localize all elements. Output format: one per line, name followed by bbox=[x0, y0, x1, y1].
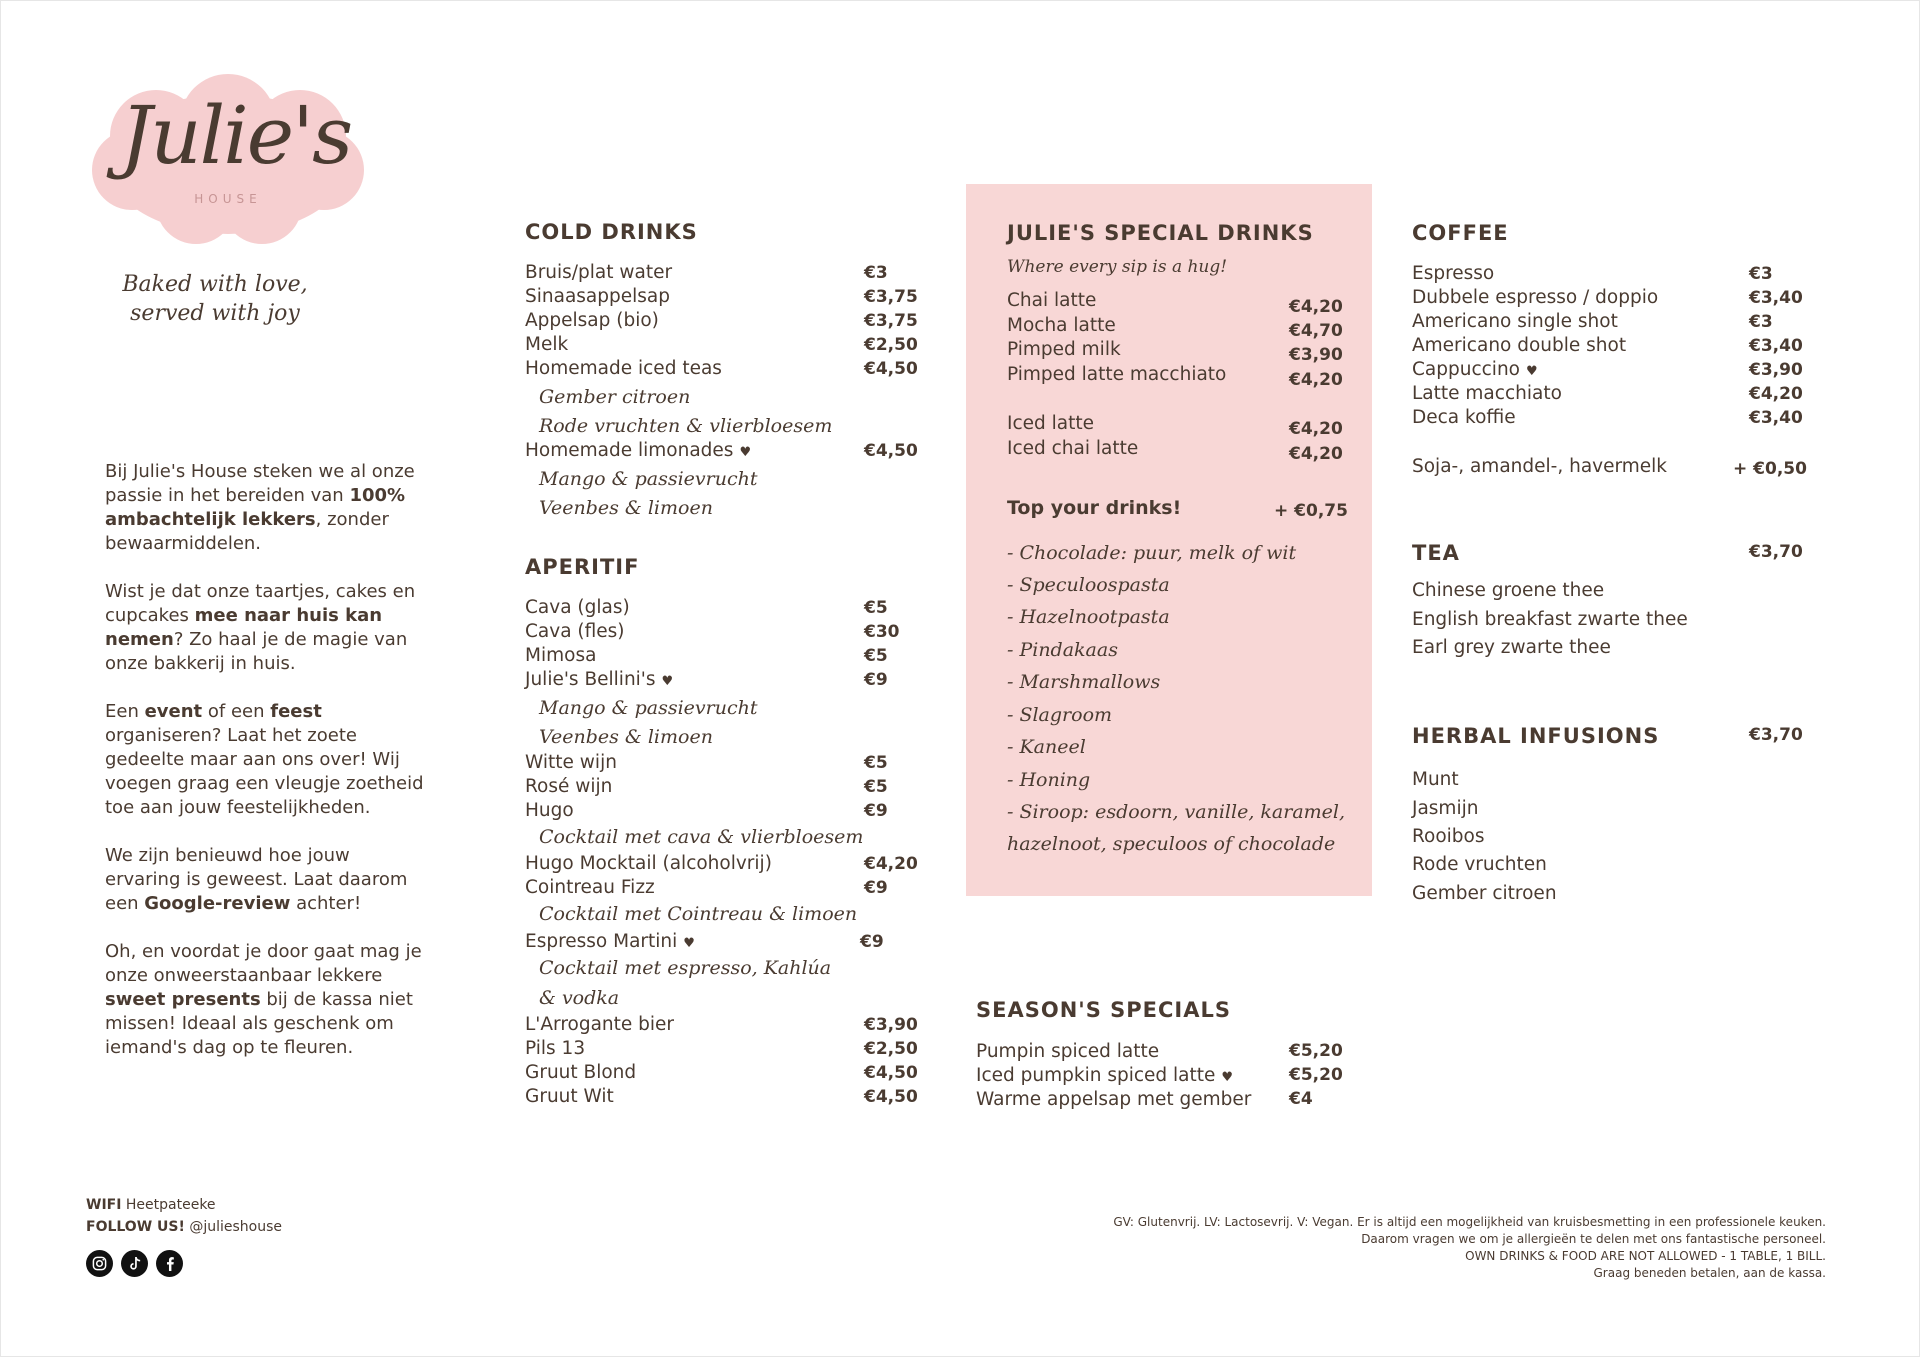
menu-item-price: €5 bbox=[864, 646, 888, 666]
cold-drinks-title: COLD DRINKS bbox=[525, 220, 698, 244]
menu-item-name: Iced chai latte bbox=[1007, 438, 1139, 459]
intro-text-span: Oh, en voordat je door gaat mag je onze onweerstaanbaar lekkere bbox=[105, 941, 422, 986]
menu-item-label: Espresso Martini bbox=[525, 931, 678, 952]
flavor-note: Cocktail met Cointreau & limoen bbox=[539, 903, 858, 925]
menu-item-price: €9 bbox=[864, 670, 888, 690]
intro-paragraph-2 bbox=[105, 580, 425, 676]
flavor-note: Gember citroen bbox=[539, 386, 691, 408]
menu-item-name: Munt bbox=[1412, 769, 1459, 790]
menu-item-name: Cava (glas) bbox=[525, 597, 630, 618]
brand-logo bbox=[86, 74, 370, 246]
menu-item-price: €3,90 bbox=[1289, 345, 1343, 365]
aperitif-title: APERITIF bbox=[525, 555, 640, 579]
toppings-price: + €0,75 bbox=[1274, 501, 1348, 521]
menu-item-name: Dubbele espresso / doppio bbox=[1412, 287, 1659, 308]
menu-item-name: Homemade iced teas bbox=[525, 358, 722, 379]
intro-text-span: ? Zo haal je de magie van onze bakkerij in huis. bbox=[105, 629, 408, 674]
menu-item-name: Gruut Wit bbox=[525, 1086, 614, 1107]
heart-icon: ♥ bbox=[1221, 1070, 1234, 1085]
menu-item-price: €5,20 bbox=[1289, 1041, 1343, 1061]
menu-item-price: €4,20 bbox=[1289, 297, 1343, 317]
menu-item-name: L'Arrogante bier bbox=[525, 1014, 675, 1035]
intro-bold: sweet presents bbox=[105, 989, 261, 1010]
menu-item-price: + €0,50 bbox=[1733, 459, 1807, 479]
intro-text-span: Wist je dat onze taartjes, cakes en cupcakes bbox=[105, 581, 416, 626]
menu-item-name: Cava (fles) bbox=[525, 621, 625, 642]
menu-item-name: Deca koffie bbox=[1412, 407, 1516, 428]
topping-item: - Pindakaas bbox=[1007, 639, 1118, 661]
intro-paragraph-4 bbox=[105, 844, 425, 916]
intro-text-span: We zijn benieuwd hoe jouw ervaring is geweest. Laat daarom een bbox=[105, 845, 408, 914]
follow-handle: @julieshouse bbox=[184, 1219, 282, 1235]
menu-item-price: €3,40 bbox=[1749, 408, 1803, 428]
menu-item-price: €4,70 bbox=[1289, 321, 1343, 341]
intro-text-span: Bij Julie's House steken we al onze passie in het bereiden van bbox=[105, 461, 415, 506]
flavor-note: Mango & passievrucht bbox=[539, 468, 758, 490]
menu-item-price: €3,40 bbox=[1749, 336, 1803, 356]
flavor-note: Mango & passievrucht bbox=[539, 697, 758, 719]
menu-item-price: €4,50 bbox=[864, 441, 918, 461]
topping-item: hazelnoot, speculoos of chocolade bbox=[1007, 833, 1336, 855]
heart-icon: ♥ bbox=[661, 674, 674, 689]
menu-item-name bbox=[1412, 359, 1538, 380]
menu-item-name: Rooibos bbox=[1412, 826, 1485, 847]
instagram-icon[interactable] bbox=[86, 1250, 113, 1277]
menu-item-price: €5,20 bbox=[1289, 1065, 1343, 1085]
intro-bold: mee naar huis kan nemen bbox=[105, 605, 383, 650]
heart-icon: ♥ bbox=[683, 936, 695, 951]
menu-item-name: Mimosa bbox=[525, 645, 597, 666]
topping-item: - Slagroom bbox=[1007, 704, 1113, 726]
logo-wordmark: Julie's bbox=[120, 89, 352, 182]
heart-icon: ♥ bbox=[1526, 364, 1538, 379]
menu-item-name: Melk bbox=[525, 334, 569, 355]
menu-item-name: Warme appelsap met gember bbox=[976, 1089, 1252, 1110]
menu-item-name: Earl grey zwarte thee bbox=[1412, 637, 1611, 658]
intro-text bbox=[105, 460, 425, 1084]
intro-paragraph-3 bbox=[105, 700, 425, 820]
footnote-line: Daarom vragen we om je allergieën te delen met ons fantastische personeel. bbox=[1361, 1232, 1826, 1246]
menu-item-name: Rosé wijn bbox=[525, 776, 613, 797]
menu-item-price: €4,20 bbox=[1749, 384, 1803, 404]
special-drinks-tagline: Where every sip is a hug! bbox=[1007, 257, 1228, 277]
footnote-line: Graag beneden betalen, aan de kassa. bbox=[1593, 1266, 1826, 1280]
menu-item-name: Hugo bbox=[525, 800, 574, 821]
wifi-line bbox=[86, 1194, 282, 1216]
follow-line bbox=[86, 1216, 282, 1238]
topping-item: - Marshmallows bbox=[1007, 671, 1161, 693]
menu-item-price: €4,50 bbox=[864, 1063, 918, 1083]
intro-bold: event bbox=[144, 701, 203, 722]
toppings-title: Top your drinks! bbox=[1007, 497, 1182, 519]
menu-item-name: Gember citroen bbox=[1412, 883, 1557, 904]
menu-item-label: Homemade limonades bbox=[525, 440, 734, 461]
menu-item-name: Soja-, amandel-, havermelk bbox=[1412, 456, 1668, 477]
intro-bold: Google-review bbox=[144, 893, 291, 914]
flavor-note: Rode vruchten & vlierbloesem bbox=[539, 415, 833, 437]
coffee-title: COFFEE bbox=[1412, 221, 1509, 245]
intro-bold: 100% ambachtelijk lekkers bbox=[105, 485, 406, 530]
menu-item-price: €2,50 bbox=[864, 335, 918, 355]
menu-item-price: €9 bbox=[864, 878, 888, 898]
tagline-line-2: served with joy bbox=[130, 301, 300, 326]
menu-item-price: €9 bbox=[860, 932, 884, 952]
menu-item-name: Cointreau Fizz bbox=[525, 877, 655, 898]
intro-text-span: achter! bbox=[290, 893, 362, 914]
tea-price: €3,70 bbox=[1749, 542, 1803, 562]
intro-paragraph-1 bbox=[105, 460, 425, 556]
menu-item-name: Pimped latte macchiato bbox=[1007, 364, 1227, 385]
wifi-value: Heetpateeke bbox=[121, 1197, 216, 1213]
menu-item-label: Iced pumpkin spiced latte bbox=[976, 1065, 1216, 1086]
menu-item-name: Appelsap (bio) bbox=[525, 310, 659, 331]
menu-item-name bbox=[525, 669, 673, 690]
menu-item-name: Espresso bbox=[1412, 263, 1495, 284]
menu-item-name bbox=[976, 1065, 1233, 1086]
menu-item-price: €4,20 bbox=[1289, 419, 1343, 439]
footnote-line: OWN DRINKS & FOOD ARE NOT ALLOWED - 1 TABLE, 1 BILL. bbox=[1465, 1249, 1826, 1263]
herbal-price: €3,70 bbox=[1749, 725, 1803, 745]
menu-item-name: Americano single shot bbox=[1412, 311, 1618, 332]
menu-item-price: €3 bbox=[1749, 312, 1773, 332]
topping-item: - Siroop: esdoorn, vanille, karamel, bbox=[1007, 801, 1346, 823]
topping-item: - Speculoospasta bbox=[1007, 574, 1170, 596]
menu-item-name: Pumpin spiced latte bbox=[976, 1041, 1160, 1062]
menu-item-label: Julie's Bellini's bbox=[525, 669, 656, 690]
heart-icon: ♥ bbox=[739, 445, 752, 460]
flavor-note: Veenbes & limoen bbox=[539, 497, 713, 519]
menu-item-price: €3,90 bbox=[1749, 360, 1803, 380]
topping-item: - Kaneel bbox=[1007, 736, 1086, 758]
menu-item-price: €5 bbox=[864, 777, 888, 797]
footnote-line: GV: Glutenvrij. LV: Lactosevrij. V: Vegan. Er is altijd een mogelijkheid van kruisbesmetting in een professionele keuken. bbox=[1113, 1215, 1826, 1229]
menu-item-price: €4,50 bbox=[864, 1087, 918, 1107]
flavor-note: & vodka bbox=[539, 987, 620, 1009]
menu-item-name: Pimped milk bbox=[1007, 339, 1121, 360]
menu-item-price: €2,50 bbox=[864, 1039, 918, 1059]
menu-item-price: €4,20 bbox=[1289, 370, 1343, 390]
tagline bbox=[100, 270, 330, 328]
intro-text-span: of een bbox=[202, 701, 271, 722]
tagline-line-1: Baked with love, bbox=[122, 272, 308, 297]
intro-paragraph-5 bbox=[105, 940, 425, 1060]
menu-item-price: €4,50 bbox=[864, 359, 918, 379]
menu-item-name: Hugo Mocktail (alcoholvrij) bbox=[525, 853, 772, 874]
menu-item-price: €3,90 bbox=[864, 1015, 918, 1035]
menu-item-name: Witte wijn bbox=[525, 752, 617, 773]
menu-item-label: Cappuccino bbox=[1412, 359, 1520, 380]
menu-item-name bbox=[525, 931, 695, 952]
intro-text-span: , zonder bewaarmiddelen. bbox=[105, 509, 389, 554]
season-specials-title: SEASON'S SPECIALS bbox=[976, 998, 1231, 1022]
menu-item-name: English breakfast zwarte thee bbox=[1412, 609, 1688, 630]
menu-item-name: Jasmijn bbox=[1412, 798, 1479, 819]
menu-item-name: Rode vruchten bbox=[1412, 854, 1547, 875]
menu-item-name: Gruut Blond bbox=[525, 1062, 637, 1083]
menu-item-price: €4 bbox=[1289, 1089, 1313, 1109]
topping-item: - Hazelnootpasta bbox=[1007, 606, 1170, 628]
facebook-icon[interactable] bbox=[156, 1250, 183, 1277]
menu-item-price: €3 bbox=[864, 263, 888, 283]
menu-item-price: €3,40 bbox=[1749, 288, 1803, 308]
menu-item-name: Americano double shot bbox=[1412, 335, 1627, 356]
menu-item-price: €5 bbox=[864, 753, 888, 773]
menu-item-name: Chai latte bbox=[1007, 290, 1097, 311]
flavor-note: Cocktail met espresso, Kahlúa bbox=[539, 957, 832, 979]
flavor-note: Cocktail met cava & vlierbloesem bbox=[539, 826, 864, 848]
herbal-infusions-title: HERBAL INFUSIONS bbox=[1412, 724, 1660, 748]
topping-item: - Honing bbox=[1007, 769, 1091, 791]
intro-text-span: bij de kassa niet missen! Ideaal als geschenk om iemand's dag op te fleuren. bbox=[105, 989, 413, 1058]
menu-item-name bbox=[525, 440, 751, 461]
social-links bbox=[86, 1250, 183, 1277]
menu-item-price: €4,20 bbox=[1289, 444, 1343, 464]
menu-item-price: €3,75 bbox=[864, 311, 918, 331]
allergy-footnote bbox=[1066, 1214, 1826, 1282]
menu-item-price: €9 bbox=[864, 801, 888, 821]
logo-subtitle: HOUSE bbox=[194, 192, 262, 206]
menu-item-price: €30 bbox=[864, 622, 900, 642]
menu-item-price: €3 bbox=[1749, 264, 1773, 284]
menu-item-name: Latte macchiato bbox=[1412, 383, 1562, 404]
follow-label: FOLLOW US! bbox=[86, 1219, 185, 1235]
intro-text-span: Een bbox=[105, 701, 145, 722]
menu-item-name: Iced latte bbox=[1007, 413, 1094, 434]
intro-text-span: organiseren? Laat het zoete gedeelte maar aan ons over! Wij voegen graag een vleugje zoetheid toe aan jouw feestelijkheden. bbox=[105, 725, 424, 818]
wifi-info bbox=[86, 1194, 282, 1238]
wifi-label: WIFI bbox=[86, 1197, 122, 1213]
special-drinks-title: JULIE'S SPECIAL DRINKS bbox=[1007, 221, 1314, 245]
topping-item: - Chocolade: puur, melk of wit bbox=[1007, 542, 1297, 564]
flavor-note: Veenbes & limoen bbox=[539, 726, 713, 748]
menu-item-price: €4,20 bbox=[864, 854, 918, 874]
menu-item-price: €5 bbox=[864, 598, 888, 618]
menu-item-name: Sinaasappelsap bbox=[525, 286, 670, 307]
menu-item-name: Pils 13 bbox=[525, 1038, 586, 1059]
intro-bold: feest bbox=[270, 701, 322, 722]
menu-item-price: €3,75 bbox=[864, 287, 918, 307]
menu-item-name: Chinese groene thee bbox=[1412, 580, 1605, 601]
tea-title: TEA bbox=[1412, 541, 1460, 565]
menu-item-name: Bruis/plat water bbox=[525, 262, 673, 283]
tiktok-icon[interactable] bbox=[121, 1250, 148, 1277]
menu-item-name: Mocha latte bbox=[1007, 315, 1116, 336]
